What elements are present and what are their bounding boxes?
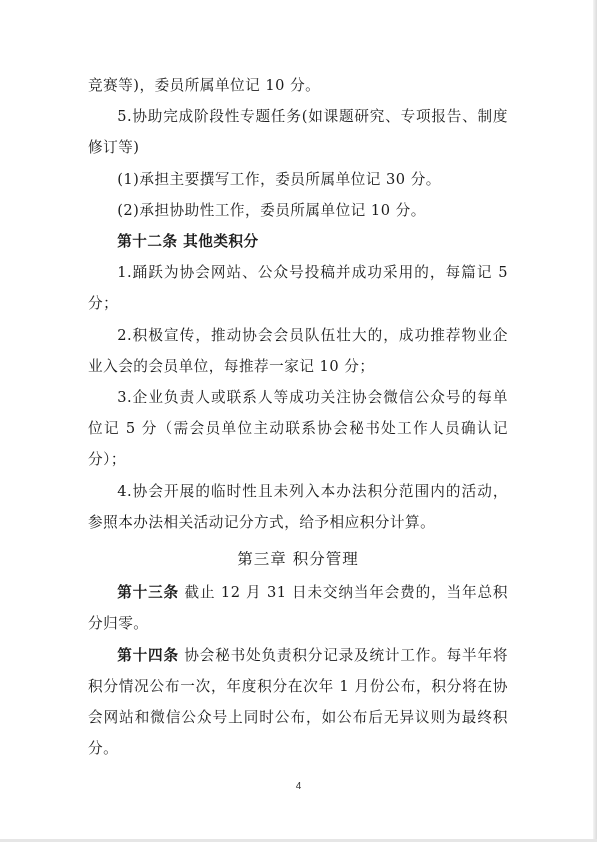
article-12-item-4: 4.协会开展的临时性且未列入本办法积分范围内的活动，参照本办法相关活动记分方式，给予相应积分计算。	[88, 482, 508, 531]
page-body	[88, 70, 508, 764]
article-14-text: 协会秘书处负责积分记录及统计工作。每半年将积分情况公布一次，年度积分在次年 1 月份公布，积分将在协会网站和微信公众号上同时公布，如公布后无异议则为最终积分。	[88, 646, 508, 758]
page-number: 4	[295, 781, 302, 792]
article-12-item-3: 3.企业负责人或联系人等成功关注协会微信公众号的每单位记 5 分（需会员单位主动联系协会秘书处工作人员确认记分）；	[88, 389, 508, 469]
article-12-item-2: 2.积极宣传，推动协会会员队伍壮大的，成功推荐物业企业入会的会员单位，每推荐一家记 10 分；	[88, 326, 508, 375]
article-13-label: 第十三条	[117, 584, 180, 602]
paragraph-item-5: 5.协助完成阶段性专题任务(如课题研究、专项报告、制度修订等)	[88, 108, 508, 157]
article-14-label: 第十四条	[117, 646, 179, 664]
article-12-heading: 第十二条 其他类积分	[117, 233, 259, 251]
chapter-3-title: 第三章 积分管理	[237, 550, 359, 569]
paragraph-continuation: 竞赛等)，委员所属单位记 10 分。	[88, 77, 321, 94]
page-edge-shadow	[593, 0, 597, 842]
article-13-text: 截止 12 月 31 日未交纳当年会费的，当年总积分归零。	[88, 584, 508, 633]
article-12-item-1: 1.踊跃为协会网站、公众号投稿并成功采用的，每篇记 5 分；	[88, 264, 508, 313]
paragraph-subitem-1: (1)承担主要撰写工作，委员所属单位记 30 分。	[117, 170, 441, 188]
article-14	[88, 640, 508, 765]
article-13	[88, 577, 508, 639]
paragraph-subitem-2: (2)承担协助性工作，委员所属单位记 10 分。	[117, 201, 426, 219]
